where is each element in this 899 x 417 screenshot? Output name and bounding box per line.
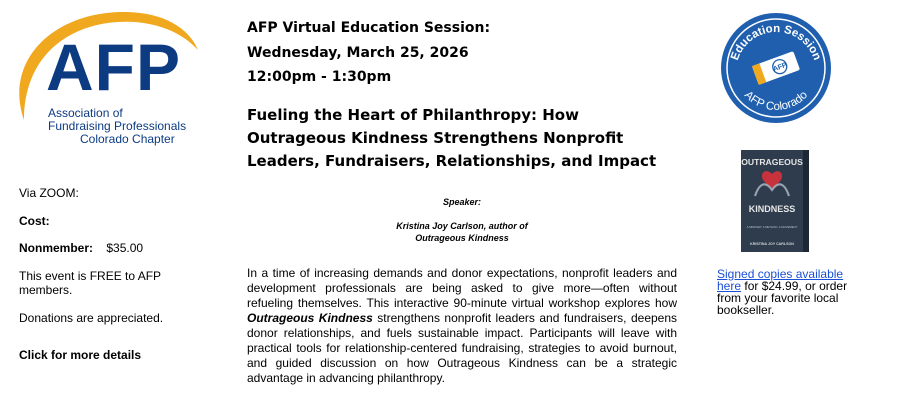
donations-text: Donations are appreciated.: [19, 311, 164, 325]
title-line-3: Leaders, Fundraisers, Relationships, and Impact: [247, 152, 657, 170]
logo-line-3: Colorado Chapter: [80, 132, 175, 146]
session-description: [247, 266, 677, 386]
badge-inner-text: AFP: [772, 61, 788, 74]
session-heading: AFP Virtual Education Session:: [247, 20, 491, 36]
cost-label: Cost:: [19, 214, 50, 228]
signed-copies-link[interactable]: Signed copies available: [717, 267, 844, 281]
description-emphasis: Outrageous Kindness: [247, 311, 373, 325]
order-text-line-3: bookseller.: [717, 303, 775, 317]
afp-logo-letters: AFP: [46, 30, 181, 104]
title-line-1: Fueling the Heart of Philanthropy: How: [247, 106, 579, 124]
speaker-line-1: Kristina Joy Carlson, author of: [396, 221, 528, 231]
via-zoom-label: Via ZOOM:: [19, 186, 79, 200]
session-time: 12:00pm - 1:30pm: [247, 69, 392, 85]
signed-copies-link-here[interactable]: here: [717, 279, 742, 293]
book-cover-image: [741, 150, 809, 252]
badge-top-text: Education Session: [729, 22, 823, 62]
session-date: Wednesday, March 25, 2026: [247, 45, 469, 61]
description-part-2: strengthens nonprofit leaders and fundraisers, deepens donor relationships, and fuels sustainable impact. Participants will leave with practical tools for relationship-centered fundraising, strategies to avoid burnout, and guided discussion on how Outrageous Kindness can be a strategic advantage in advancing philanthropy.: [247, 311, 678, 385]
title-line-2: Outrageous Kindness Strengthens Nonprofit: [247, 129, 624, 147]
badge-bottom-text: AFP Colorado: [741, 89, 811, 114]
description-part-1: In a time of increasing demands and donor expectations, nonprofit leaders and development professionals are being asked to give more—often without refueling themselves. This interactive 90-minute virtual workshop explores how: [247, 266, 677, 310]
education-session-badge: [720, 12, 832, 124]
free-for-members-text: [19, 269, 161, 297]
signed-copies-text: [717, 268, 862, 316]
order-text-line-2: from your favorite local: [717, 291, 839, 305]
price-text: for $24.99, or order: [741, 279, 848, 293]
book-author: KRISTINA JOY CARLSON: [750, 242, 794, 246]
free-line-1: This event is FREE to AFP: [19, 269, 162, 283]
book-subtitle: A MINDSET, A METHOD, A MOVEMENT: [746, 225, 798, 229]
book-title-line-2: KINDNESS: [748, 204, 796, 214]
more-details-link[interactable]: Click for more details: [19, 348, 142, 362]
nonmember-row: [19, 241, 143, 255]
logo-line-1: Association of: [48, 106, 123, 120]
logo-line-2: Fundraising Professionals: [48, 119, 187, 133]
speaker-line-2: Outrageous Kindness: [415, 233, 509, 243]
session-title: [247, 104, 677, 173]
free-line-2: members.: [19, 283, 73, 297]
speaker-info: [247, 220, 677, 244]
nonmember-label: Nonmember:: [19, 241, 94, 255]
nonmember-price: $35.00: [106, 241, 144, 255]
book-title-line-1: OUTRAGEOUS: [741, 157, 803, 167]
afp-logo: [10, 8, 210, 158]
speaker-label: Speaker:: [442, 197, 482, 207]
